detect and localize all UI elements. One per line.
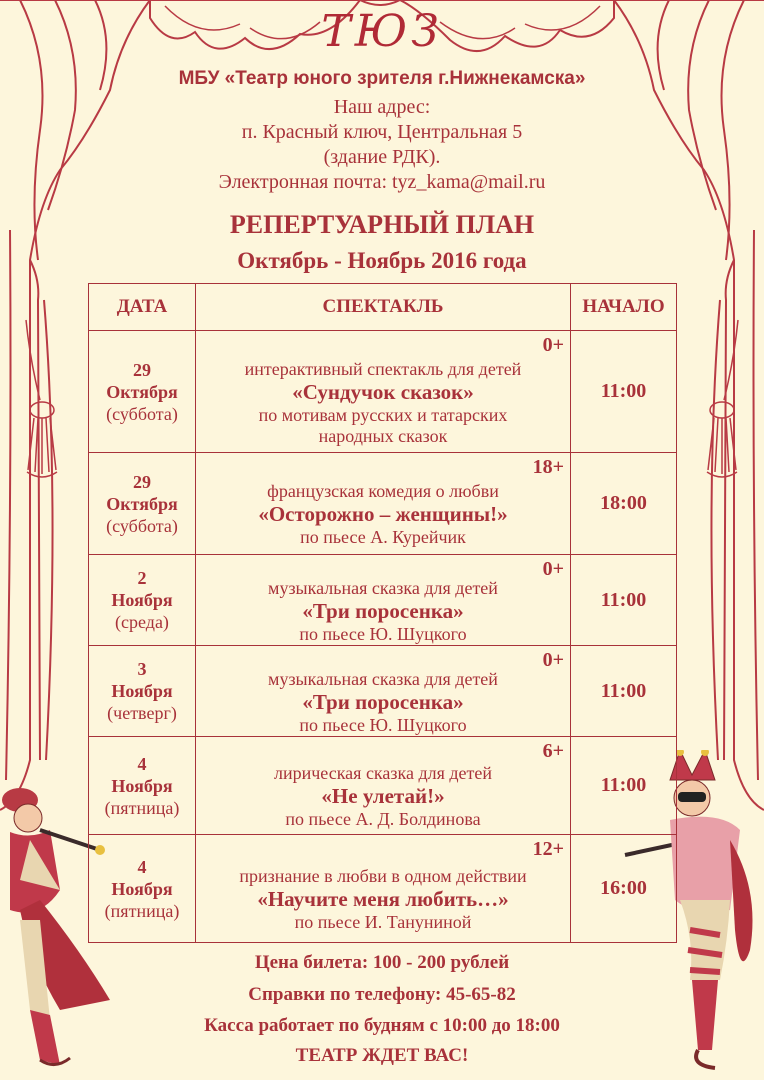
date-weekday: (пятница) [104, 797, 180, 818]
address-line-2: (здание РДК). [323, 146, 441, 168]
age-rating: 18+ [532, 456, 564, 478]
plan-title: РЕПЕРТУАРНЫЙ ПЛАН [229, 210, 535, 239]
date-cell [89, 555, 196, 646]
table-row [89, 331, 677, 453]
show-title: «Не улетай!» [321, 784, 445, 808]
show-basis: по пьесе И. Тануниной [294, 912, 472, 932]
show-cell [196, 555, 571, 646]
age-rating: 0+ [542, 558, 564, 580]
show-title: «Сундучок сказок» [292, 379, 474, 404]
ticket-price: Цена билета: 100 - 200 рублей [254, 952, 510, 973]
table-row [89, 453, 677, 555]
repertoire-table [88, 283, 677, 943]
show-basis: по мотивам русских и татарских народных сказок [258, 404, 508, 446]
slogan: ТЕАТР ЖДЕТ ВАС! [295, 1045, 469, 1066]
age-rating: 6+ [542, 740, 564, 762]
date-day: 29 [133, 359, 151, 380]
start-time: 11:00 [571, 737, 677, 835]
show-column-header: СПЕКТАКЛЬ [196, 284, 571, 331]
start-time: 11:00 [571, 331, 677, 453]
date-weekday: (четверг) [107, 703, 177, 723]
date-cell [89, 331, 196, 453]
show-basis: по пьесе А. Д. Болдинова [285, 809, 481, 829]
plan-period: Октябрь - Ноябрь 2016 года [237, 248, 527, 273]
date-month: Ноября [111, 681, 173, 701]
show-genre: музыкальная сказка для детей [268, 668, 498, 689]
address-label: Наш адрес: [333, 96, 431, 118]
date-day: 29 [133, 471, 151, 492]
show-cell [196, 737, 571, 835]
table-header-row [89, 284, 677, 331]
date-cell [89, 453, 196, 555]
date-month: Октября [106, 381, 178, 402]
show-basis: по пьесе А. Курейчик [300, 527, 466, 547]
start-time: 18:00 [571, 453, 677, 555]
table-row [89, 555, 677, 646]
start-column-header: НАЧАЛО [571, 284, 677, 331]
show-genre: лирическая сказка для детей [273, 763, 493, 783]
show-genre: признание в любви в одном действии [239, 866, 527, 886]
show-basis: по пьесе Ю. Шуцкого [299, 714, 467, 735]
date-day: 4 [137, 753, 147, 774]
date-day: 3 [137, 659, 147, 679]
show-title: «Осторожно – женщины!» [258, 502, 508, 526]
date-weekday: (пятница) [104, 900, 180, 921]
email-line: Электронная почта: tyz_kama@mail.ru [218, 171, 546, 193]
date-weekday: (суббота) [106, 515, 178, 536]
date-weekday: (среда) [115, 612, 169, 632]
show-cell [196, 646, 571, 737]
table-row [89, 737, 677, 835]
show-title: «Три поросенка» [302, 598, 464, 623]
start-time: 11:00 [571, 555, 677, 646]
show-cell [196, 331, 571, 453]
date-cell [89, 737, 196, 835]
date-month: Ноября [111, 775, 173, 796]
start-time: 11:00 [571, 646, 677, 737]
start-time: 16:00 [571, 835, 677, 943]
phone-info: Справки по телефону: 45-65-82 [248, 984, 516, 1005]
age-rating: 0+ [542, 334, 564, 356]
show-genre: музыкальная сказка для детей [268, 577, 498, 598]
address-line-1: п. Красный ключ, Центральная 5 [241, 121, 523, 143]
date-cell [89, 835, 196, 943]
organization-name: МБУ «Театр юного зрителя г.Нижнекамска» [178, 68, 586, 89]
table-row [89, 646, 677, 737]
box-office-hours: Касса работает по будням с 10:00 до 18:00 [204, 1015, 560, 1036]
date-month: Ноября [111, 878, 173, 899]
show-basis: по пьесе Ю. Шуцкого [299, 623, 467, 644]
age-rating: 12+ [532, 838, 564, 860]
date-month: Октября [106, 493, 178, 514]
date-weekday: (суббота) [106, 403, 178, 424]
show-genre: французская комедия о любви [267, 481, 499, 501]
show-title: «Научите меня любить…» [257, 887, 509, 911]
date-day: 2 [137, 568, 147, 588]
date-column-header: ДАТА [89, 284, 196, 331]
date-month: Ноября [111, 590, 173, 610]
age-rating: 0+ [542, 649, 564, 671]
theatre-logo: ТЮЗ [321, 6, 443, 57]
show-cell [196, 835, 571, 943]
date-cell [89, 646, 196, 737]
show-cell [196, 453, 571, 555]
show-genre: интерактивный спектакль для детей [244, 358, 522, 379]
date-day: 4 [137, 856, 147, 877]
show-title: «Три поросенка» [302, 689, 464, 714]
table-row [89, 835, 677, 943]
